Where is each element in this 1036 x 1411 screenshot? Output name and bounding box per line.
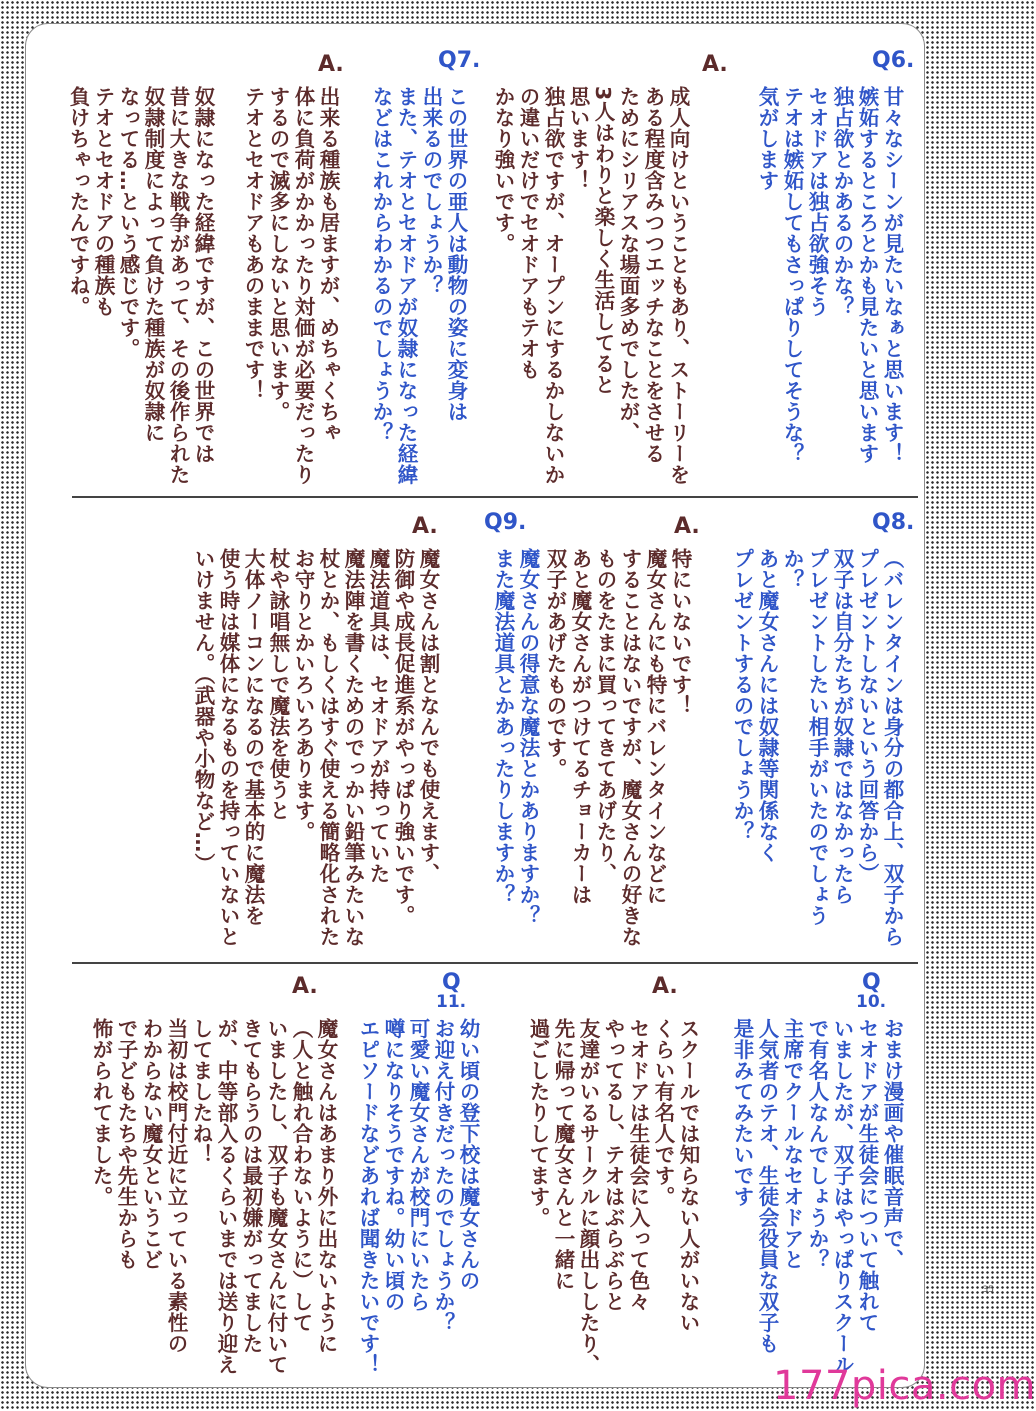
- q11-label-num: 11.: [436, 992, 467, 1012]
- q11-label-q: Q: [442, 970, 461, 995]
- q10-label-q: Q: [862, 970, 881, 995]
- q6-answer-label: A.: [702, 52, 728, 77]
- page-panel: [30, 28, 920, 1383]
- q7-answer: 出来る種族も居ますが、めちゃくちゃ 体に負荷がかかったり対価が必要だったり するので滅多にしないと思います。 テオとセオドアもあのままです！ 奴隷になった経緯ですが、この世界では 昔に大きな戦争があって、その後作られた 奴隷制度によって負けた種族が奴隷に なってる…という感じです。 テオとセオドアの種族も 負けちゃったんですね。: [66, 86, 340, 485]
- q9-answer: 魔女さんは割となんでも使えます、 防御や成長促進系がやっぱり強いです。 魔法道具は、セオドアが持っていた 魔法陣を書くためのでっかい鉛筆みたいな 杖とか、もしくはすぐ使える簡略化された お守りとかいろいろあります。 杖や詠唱無しで魔法を使うと 大体ノーコンになるので基本的に魔法を 使う時は媒体になるものを持っていないと いけません。（武器や小物など…）: [191, 548, 440, 947]
- q10-question: おまけ漫画や催眠音声で、 セオドアが生徒会について触れて いましたが、双子はやっぱりスクール で有名人なんでしょうか？ 主席でクールなセオドアと 人気者のテオ、生徒会役員な双子も 是非みてみたいです: [730, 1018, 904, 1375]
- q10-answer: スクールでは知らない人がいない くらい有名人です。 セオドアは生徒会に入って色々 やってるし、テオはぶらぶらと 友達がいるサークルに顔出ししたり、 先に帰って魔女さんと一緒に 過ごしたりしてます。: [526, 1018, 700, 1375]
- q11-question: 幼い頃の登下校は魔女さんの お迎え付きだったのでしょうか？ 可愛い魔女さんが校門にいたら 噂になりそうですね。幼い頃の エピソードなどあれば聞きたいです！: [356, 1018, 480, 1375]
- q10-answer-label: A.: [652, 974, 678, 999]
- q6-answer: 成人向けということもあり、ストーリーを ある程度含みつつエッチなことをさせる ためにシリアスな場面多めでしたが、 3人はわりと楽しく生活してると 思います！ 独占欲ですが、オープンにするかしないか の違いだけでセオドアもテオも かなり強いです。: [491, 86, 690, 485]
- q6-label: Q6.: [872, 48, 915, 73]
- q6-question: 甘々なシーンが見たいなぁと思います！ 嫉妬するところとかも見たいと思います 独占欲とかあるのかな？ セオドアは独占欲強そう テオは嫉妬してもさっぱりしてそうな？ 気がします: [755, 86, 904, 464]
- q8-question: （バレンタインは身分の都合上、双子から プレゼントしないという回答から） 双子は自分たちが奴隷ではなかったら プレゼントしたい相手がいたのでしょう か？ あと魔女さんには奴隷等関係なく プレゼントするのでしょうか？: [730, 548, 904, 947]
- q8-answer: 特にいないです！ 魔女さんにも特にバレンタインなどに することはないですが、魔女さんの好きな ものをたまに買ってきてあげたり、 あと魔女さんがつけてるチョーカーは 双子があげたものです。: [543, 548, 692, 947]
- q8-answer-label: A.: [674, 514, 700, 539]
- watermark: 177pica.com: [773, 1363, 1036, 1409]
- q11-answer: 魔女さんはあまり外に出ないように （人と触れ合わないように）して いましたし、双子も魔女さんに付いて きてもらうのは最初嫌がってました が、中等部入るくらいまでは送り迎え してましたね！ 当初は校門付近に立っている素性の わからない魔女というこど で子どもたちや先生からも 怖がられてました。: [89, 1018, 338, 1375]
- q7-answer-label: A.: [318, 52, 344, 77]
- q10-label-num: 10.: [856, 992, 887, 1012]
- edge-page-number: 35: [982, 1285, 994, 1295]
- q9-label: Q9.: [484, 510, 527, 535]
- q9-question: 魔女さんの得意な魔法とかありますか？ また魔法道具とかあったりしますか？: [491, 548, 540, 926]
- divider-top: [72, 496, 918, 498]
- q11-answer-label: A.: [292, 974, 318, 999]
- q7-question: この世界の亜人は動物の姿に変身は 出来るのでしょうか？ また、テオとセオドアが奴隷になった経緯 などはこれからわかるのでしょうか？: [369, 86, 468, 485]
- q8-label: Q8.: [872, 510, 915, 535]
- q7-label: Q7.: [438, 48, 481, 73]
- divider-bottom: [72, 962, 918, 964]
- q9-answer-label: A.: [412, 514, 438, 539]
